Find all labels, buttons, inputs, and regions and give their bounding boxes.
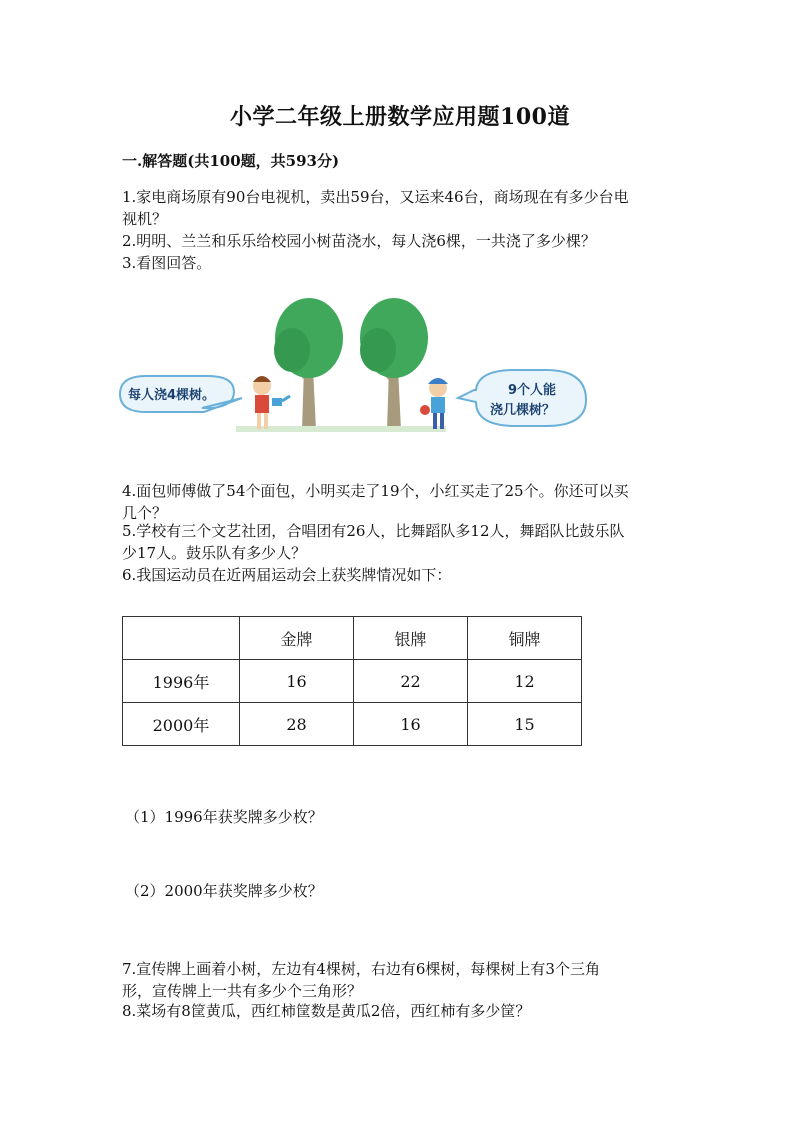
table-cell: 16 bbox=[354, 703, 468, 746]
table-row-label: 2000年 bbox=[123, 703, 240, 746]
question-6: 6.我国运动员在近两届运动会上获奖牌情况如下： bbox=[122, 566, 452, 584]
left-speech-bubble bbox=[120, 376, 242, 412]
question-5-line-1: 5.学校有三个文艺社团，合唱团有26人，比舞蹈队多12人，舞蹈队比鼓乐队 bbox=[122, 522, 625, 540]
question-5-line-2: 少17人。鼓乐队有多少人？ bbox=[122, 544, 307, 562]
table-row bbox=[123, 660, 582, 703]
question-1 bbox=[122, 186, 687, 230]
left-bubble-text: 每人浇4棵树。 bbox=[128, 388, 216, 403]
girl-watering-icon bbox=[253, 376, 290, 429]
tree-icon bbox=[360, 298, 428, 430]
table-cell: 15 bbox=[468, 703, 582, 746]
table-header-cell: 金牌 bbox=[240, 617, 354, 660]
watering-trees-illustration bbox=[116, 298, 596, 444]
question-7-line-2: 形，宣传牌上一共有多少个三角形？ bbox=[122, 982, 363, 1000]
right-bubble-text-line-2: 浇几棵树？ bbox=[490, 403, 556, 418]
table-header-cell bbox=[123, 617, 240, 660]
question-1-line-1: 1.家电商场原有90台电视机，卖出59台，又运来46台，商场现在有多少台电 bbox=[122, 188, 629, 206]
table-header-row bbox=[123, 617, 582, 660]
question-7-line-1: 7.宣传牌上画着小树，左边有4棵树，右边有6棵树，每棵树上有3个三角 bbox=[122, 960, 600, 978]
question-2: 2.明明、兰兰和乐乐给校园小树苗浇水，每人浇6棵，一共浇了多少棵？ bbox=[122, 232, 596, 250]
question-7 bbox=[122, 958, 687, 1002]
right-bubble-text-line-1: 9个人能 bbox=[508, 383, 557, 398]
question-3: 3.看图回答。 bbox=[122, 254, 212, 272]
sub-question-1: （1）1996年获奖牌多少枚？ bbox=[125, 808, 323, 826]
table-cell: 28 bbox=[240, 703, 354, 746]
table-row-label: 1996年 bbox=[123, 660, 240, 703]
table-cell: 16 bbox=[240, 660, 354, 703]
table-cell: 22 bbox=[354, 660, 468, 703]
table-header-cell: 银牌 bbox=[354, 617, 468, 660]
table-cell: 12 bbox=[468, 660, 582, 703]
question-4-line-2: 几个？ bbox=[122, 504, 168, 522]
question-1-line-2: 视机？ bbox=[122, 210, 168, 228]
section-heading: 一.解答题(共100题，共593分) bbox=[122, 152, 340, 170]
question-4-line-1: 4.面包师傅做了54个面包，小明买走了19个，小红买走了25个。你还可以买 bbox=[122, 482, 629, 500]
table-row bbox=[123, 703, 582, 746]
question-5 bbox=[122, 520, 687, 564]
page-title: 小学二年级上册数学应用题100道 bbox=[230, 104, 570, 130]
question-4 bbox=[122, 480, 687, 524]
tree-icon bbox=[274, 298, 343, 430]
sub-question-2: （2）2000年获奖牌多少枚？ bbox=[125, 882, 323, 900]
question-8: 8.菜场有8筐黄瓜，西红柿筐数是黄瓜2倍，西红柿有多少筐？ bbox=[122, 1002, 531, 1020]
boy-watering-icon bbox=[420, 378, 448, 429]
right-speech-bubble bbox=[458, 370, 586, 426]
table-header-cell: 铜牌 bbox=[468, 617, 582, 660]
medal-table bbox=[122, 616, 582, 746]
